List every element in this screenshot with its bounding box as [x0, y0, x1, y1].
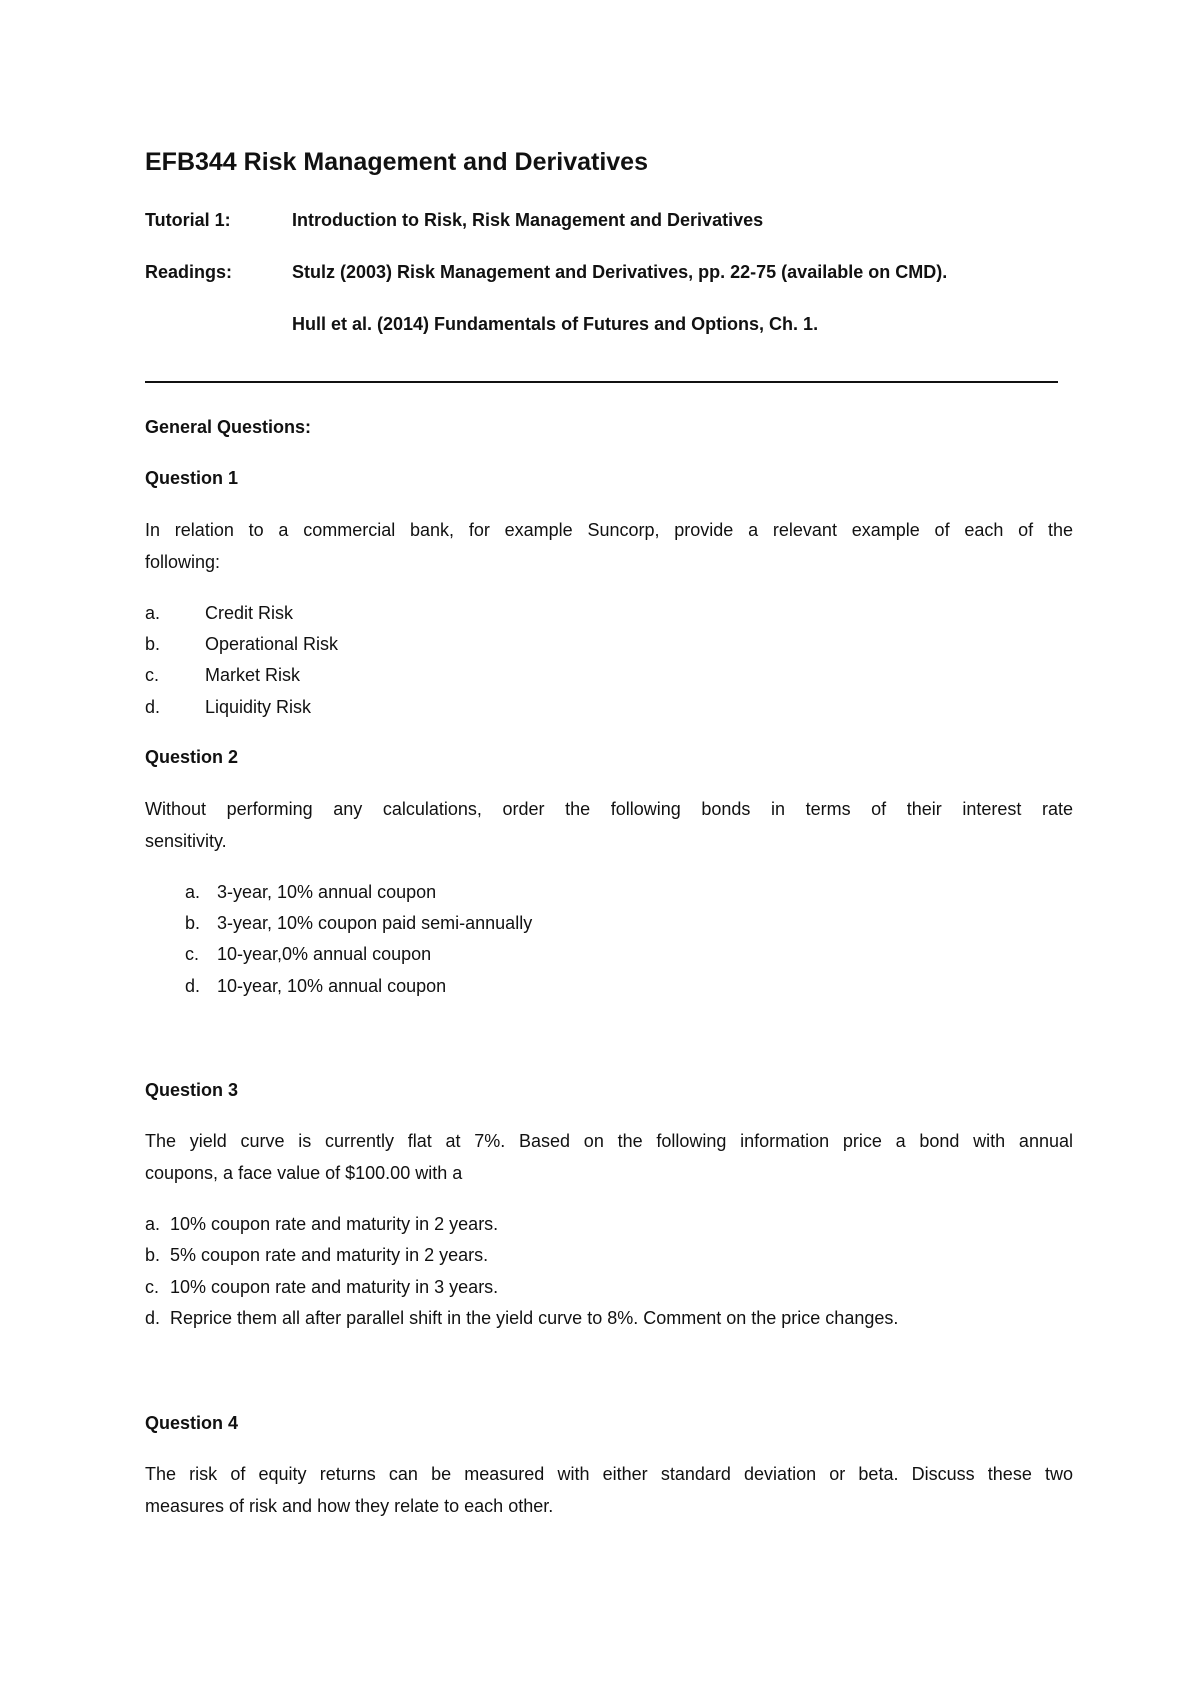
question-2-text: sensitivity.: [145, 831, 227, 851]
list-item-letter: d.: [185, 976, 201, 996]
list-item-letter: b.: [145, 1245, 161, 1265]
question-3-text: The yield curve is currently flat at 7%. Based on the following information price a bond with annual: [145, 1131, 1073, 1151]
question-3-text: coupons, a face value of $100.00 with a: [145, 1163, 463, 1183]
section-heading: General Questions:: [145, 417, 312, 437]
reading-item: Stulz (2003) Risk Management and Derivatives, pp. 22-75 (available on CMD).: [292, 262, 948, 282]
question-2-text: Without performing any calculations, order the following bonds in terms of their interest rate: [145, 799, 1073, 819]
list-item-letter: c.: [145, 665, 160, 685]
list-item: 10% coupon rate and maturity in 3 years.: [170, 1277, 499, 1297]
list-item-letter: a.: [145, 603, 161, 623]
list-item: Liquidity Risk: [205, 697, 312, 717]
list-item-letter: c.: [185, 944, 200, 964]
list-item: 10-year, 10% annual coupon: [217, 976, 447, 996]
list-item: 3-year, 10% coupon paid semi-annually: [217, 913, 533, 933]
list-item: 10-year,0% annual coupon: [217, 944, 432, 964]
list-item-letter: d.: [145, 697, 161, 717]
question-4-heading: Question 4: [145, 1413, 239, 1433]
reading-item: Hull et al. (2014) Fundamentals of Futures and Options, Ch. 1.: [292, 314, 819, 334]
tutorial-title: Introduction to Risk, Risk Management and Derivatives: [292, 210, 764, 230]
list-item: 5% coupon rate and maturity in 2 years.: [170, 1245, 489, 1265]
document-title: EFB344 Risk Management and Derivatives: [145, 148, 648, 176]
list-item: Credit Risk: [205, 603, 294, 623]
list-item: Operational Risk: [205, 634, 339, 654]
list-item-letter: b.: [185, 913, 201, 933]
list-item: 10% coupon rate and maturity in 2 years.: [170, 1214, 499, 1234]
question-1-heading: Question 1: [145, 468, 239, 488]
list-item-letter: b.: [145, 634, 161, 654]
question-4-text: The risk of equity returns can be measured with either standard deviation or beta. Discuss these two: [145, 1464, 1073, 1484]
tutorial-label: Tutorial 1:: [145, 210, 231, 230]
question-2-heading: Question 2: [145, 747, 239, 767]
list-item: 3-year, 10% annual coupon: [217, 882, 437, 902]
list-item-letter: a.: [185, 882, 201, 902]
question-3-heading: Question 3: [145, 1080, 239, 1100]
question-1-text: In relation to a commercial bank, for example Suncorp, provide a relevant example of each of the: [145, 520, 1073, 540]
list-item: Market Risk: [205, 665, 301, 685]
question-4-text: measures of risk and how they relate to each other.: [145, 1496, 554, 1516]
question-1-text: following:: [145, 552, 221, 572]
readings-label: Readings:: [145, 262, 233, 282]
list-item: Reprice them all after parallel shift in the yield curve to 8%. Comment on the price changes.: [170, 1308, 899, 1328]
horizontal-divider: [145, 381, 1058, 383]
list-item-letter: c.: [145, 1277, 160, 1297]
list-item-letter: d.: [145, 1308, 161, 1328]
list-item-letter: a.: [145, 1214, 161, 1234]
